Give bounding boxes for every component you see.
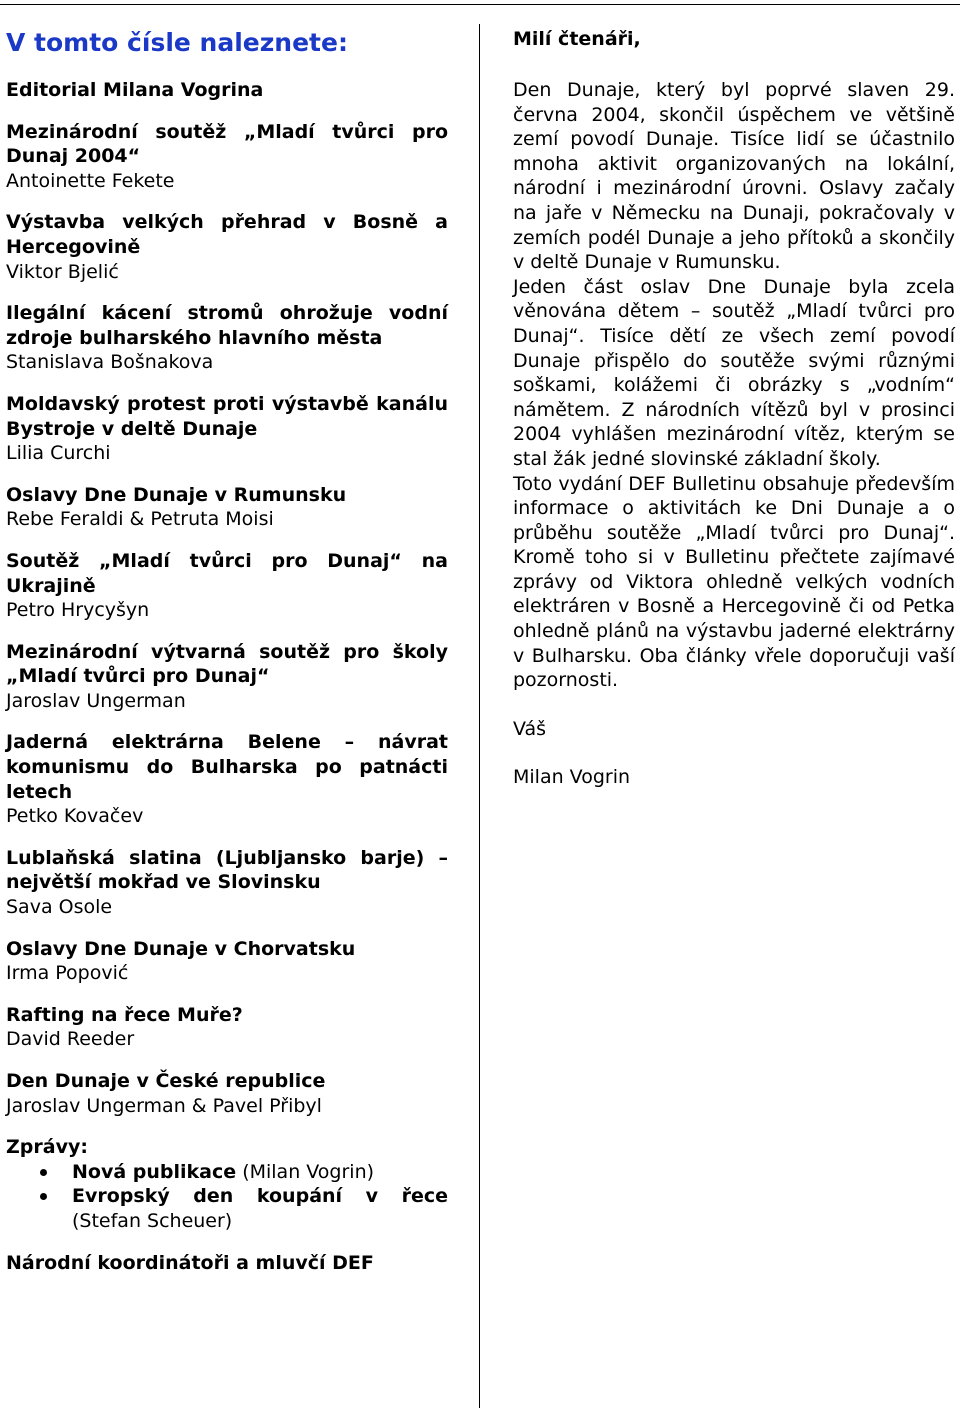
- toc-entry: [6, 1003, 448, 1052]
- news-item: [6, 1184, 448, 1233]
- toc-entry-author: Petko Kovačev: [6, 805, 144, 828]
- editorial-signature: Milan Vogrin: [513, 766, 631, 789]
- table-of-contents: [6, 24, 448, 1275]
- bullet-icon: [40, 1193, 47, 1200]
- news-item-author: (Stefan Scheuer): [72, 1209, 233, 1232]
- editorial-paragraph: Jeden část oslav Dne Dunaje byla zcela věnována dětem – soutěž „Mladí tvůrci pro Dunaj“. Tisíce dětí ze všech zemí povodí Dunaje přispělo do soutěže svými různými soškami, kolážemi či obrázky s „vodním“ námětem. Z národních vítězů byl v prosinci 2004 vyhlášen mezinárodní vítěz, kterým se stal žák jedné slovinské základní školy.: [513, 275, 955, 470]
- toc-entry-title: Rafting na řece Muře?: [6, 1003, 243, 1026]
- toc-entry-title: Oslavy Dne Dunaje v Chorvatsku: [6, 937, 356, 960]
- toc-entry-author: Stanislava Bošnakova: [6, 351, 214, 374]
- news-list: [6, 1160, 448, 1234]
- toc-entry: [6, 846, 448, 920]
- toc-entry-title: Oslavy Dne Dunaje v Rumunsku: [6, 483, 347, 506]
- toc-entry-title: Národní koordinátoři a mluvčí DEF: [6, 1251, 374, 1274]
- news-item-author: (Milan Vogrin): [242, 1160, 375, 1183]
- toc-entry: [6, 549, 448, 623]
- news-section: [6, 1135, 448, 1233]
- toc-entry: [6, 483, 448, 532]
- toc-entry: [6, 640, 448, 714]
- toc-entry: [6, 301, 448, 375]
- news-item-title: Evropský den koupání v řece: [72, 1185, 448, 1208]
- toc-entry-author: Rebe Feraldi & Petruta Moisi: [6, 508, 274, 531]
- toc-entry-author: Antoinette Fekete: [6, 169, 175, 192]
- news-item: [6, 1160, 448, 1185]
- toc-entry-title: Výstavba velkých přehrad v Bosně a Hercegovině: [6, 211, 448, 258]
- column-divider: [479, 24, 480, 1408]
- toc-entry-title: Den Dunaje v České republice: [6, 1070, 326, 1092]
- toc-entry-title: Lublaňská slatina (Ljubljansko barje) – největší mokřad ve Slovinsku: [6, 846, 448, 894]
- toc-entry-title: Jaderná elektrárna Belene – návrat komunismu do Bulharska po patnácti letech: [6, 731, 448, 803]
- toc-entry: [6, 1251, 448, 1276]
- editorial-closing: Váš: [513, 717, 547, 740]
- toc-entry-author: Petro Hrycyšyn: [6, 599, 150, 622]
- top-rule: [0, 4, 960, 5]
- toc-entry-title: Mezinárodní výtvarná soutěž pro školy „Mladí tvůrci pro Dunaj“: [6, 640, 448, 688]
- toc-entry: [6, 78, 448, 103]
- toc-entry-title: Moldavský protest proti výstavbě kanálu Bystroje v deltě Dunaje: [6, 392, 448, 440]
- toc-entry-author: Viktor Bjelić: [6, 260, 119, 283]
- toc-entry: [6, 392, 448, 466]
- toc-entry-author: Irma Popović: [6, 962, 129, 985]
- news-item-title: Nová publikace: [72, 1160, 237, 1183]
- toc-entry-author: Jaroslav Ungerman & Pavel Přibyl: [6, 1094, 322, 1117]
- toc-entry: [6, 210, 448, 284]
- editorial-paragraph: Toto vydání DEF Bulletinu obsahuje především informace o aktivitách ke Dni Dunaje a o průběhu soutěže „Mladí tvůrci pro Dunaj“. Kromě toho si v Bulletinu přečtete zajímavé zprávy od Viktora ohledně velkých vodních elektráren v Bosně a Hercegovině či od Petka ohledně plánů na výstavbu jaderné elektrárny v Bulharsku. Oba články vřele doporučuji vaší pozornosti.: [513, 472, 955, 692]
- toc-entry-title: Editorial Milana Vogrina: [6, 79, 264, 101]
- toc-entry: [6, 937, 448, 986]
- toc-entry-title: Mezinárodní soutěž „Mladí tvůrci pro Dunaj 2004“: [6, 120, 448, 168]
- editorial-greeting: Milí čtenáři,: [513, 28, 641, 50]
- editorial: [513, 24, 955, 790]
- editorial-paragraph: Den Dunaje, který byl poprvé slaven 29. června 2004, skončil úspěchem ve většině zemí povodí Dunaje. Tisíce lidí se účastnilo mnoha aktivit organizovaných na lokální, národní i mezinárodní úrovni. Oslavy začaly na jaře v Německu na Dunaji, pokračovaly v zemích podél Dunaje a jeho přítoků a skončily v deltě Dunaje v Rumunsku.: [513, 79, 955, 274]
- toc-entry: [6, 730, 448, 828]
- toc-entry: [6, 120, 448, 194]
- toc-entry-title: Ilegální kácení stromů ohrožuje vodní zdroje bulharského hlavního města: [6, 302, 448, 349]
- toc-entry-author: David Reeder: [6, 1028, 135, 1051]
- toc-entry-author: Sava Osole: [6, 896, 113, 919]
- bullet-icon: [40, 1169, 47, 1176]
- toc-entry-title: Soutěž „Mladí tvůrci pro Dunaj“ na Ukrajině: [6, 549, 448, 597]
- toc-heading: V tomto čísle naleznete:: [6, 28, 348, 57]
- news-heading: Zprávy:: [6, 1136, 88, 1159]
- toc-entry: [6, 1069, 448, 1118]
- toc-entry-author: Jaroslav Ungerman: [6, 689, 186, 712]
- toc-entry-author: Lilia Curchi: [6, 442, 111, 465]
